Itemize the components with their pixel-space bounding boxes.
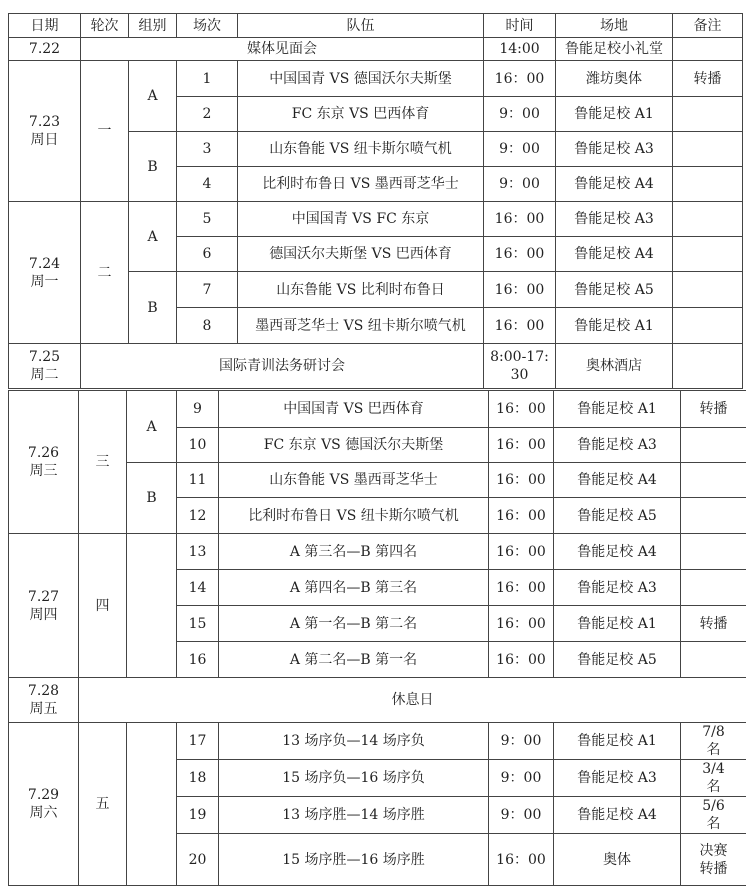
column-header: 场地 — [556, 14, 673, 38]
match-venue: 鲁能足校 A3 — [556, 132, 673, 167]
event-name: 国际青训法务研讨会 — [81, 344, 484, 389]
round-cell: 二 — [81, 202, 129, 344]
match-note: 转播 — [673, 61, 743, 97]
date-cell-line: 7.26 — [28, 445, 59, 461]
date-cell-line: 周二 — [31, 367, 59, 383]
match-time: 9：00 — [489, 797, 554, 834]
column-header: 场次 — [177, 14, 238, 38]
match-venue: 鲁能足校 A4 — [554, 463, 681, 498]
match-teams: 13 场序负—14 场序负 — [219, 723, 489, 760]
match-time: 16：00 — [489, 428, 554, 463]
event-name: 媒体见面会 — [81, 38, 484, 61]
match-note — [681, 428, 746, 463]
date-cell — [9, 202, 81, 344]
match-teams: 山东鲁能 VS 纽卡斯尔喷气机 — [238, 132, 484, 167]
group-cell: B — [129, 272, 177, 344]
date-cell — [9, 534, 79, 678]
match-note — [673, 308, 743, 344]
match-number: 10 — [177, 428, 219, 463]
table-row — [9, 202, 743, 237]
date-cell: 7.22 — [9, 38, 81, 61]
match-venue: 鲁能足校 A5 — [554, 498, 681, 534]
match-note — [673, 237, 743, 272]
match-time: 16：00 — [489, 570, 554, 606]
match-number: 17 — [177, 723, 219, 760]
match-note: 转播 — [681, 391, 746, 428]
match-number: 6 — [177, 237, 238, 272]
match-teams: 墨西哥芝华士 VS 纽卡斯尔喷气机 — [238, 308, 484, 344]
group-cell: A — [129, 202, 177, 272]
round-cell: 四 — [79, 534, 127, 678]
match-number: 11 — [177, 463, 219, 498]
column-header: 轮次 — [81, 14, 129, 38]
date-cell-line: 7.25 — [29, 349, 60, 365]
table-row — [9, 678, 746, 723]
schedule-table-part-1 — [8, 13, 743, 389]
match-teams: A 第一名—B 第二名 — [219, 606, 489, 642]
table-row — [9, 38, 743, 61]
date-cell — [9, 61, 81, 202]
match-venue: 鲁能足校 A4 — [556, 167, 673, 202]
match-note — [673, 132, 743, 167]
event-note — [673, 344, 743, 389]
table-row — [9, 723, 746, 760]
match-note: 3/4 名 — [681, 760, 746, 797]
match-teams: 中国国青 VS 德国沃尔夫斯堡 — [238, 61, 484, 97]
match-venue: 鲁能足校 A3 — [554, 760, 681, 797]
date-cell-line: 7.23 — [29, 114, 60, 130]
column-header: 时间 — [484, 14, 556, 38]
round-cell: 三 — [79, 391, 127, 534]
schedule-table-part-2 — [8, 390, 746, 886]
match-number: 20 — [177, 834, 219, 886]
event-note — [673, 38, 743, 61]
match-teams: 13 场序胜—14 场序胜 — [219, 797, 489, 834]
match-teams: 比利时布鲁日 VS 纽卡斯尔喷气机 — [219, 498, 489, 534]
match-venue: 鲁能足校 A3 — [554, 428, 681, 463]
match-time: 16：00 — [489, 463, 554, 498]
round-cell: 一 — [81, 61, 129, 202]
match-note — [681, 534, 746, 570]
match-teams: 山东鲁能 VS 墨西哥芝华士 — [219, 463, 489, 498]
date-cell-line: 周五 — [30, 701, 58, 717]
match-time: 16：00 — [489, 498, 554, 534]
match-number: 4 — [177, 167, 238, 202]
date-cell-line: 7.27 — [28, 589, 59, 605]
match-teams: 德国沃尔夫斯堡 VS 巴西体育 — [238, 237, 484, 272]
date-cell-line: 7.28 — [28, 683, 59, 699]
match-note — [673, 167, 743, 202]
match-note: 转播 — [681, 606, 746, 642]
match-time: 9：00 — [484, 97, 556, 132]
match-number: 18 — [177, 760, 219, 797]
match-note — [681, 570, 746, 606]
match-number: 7 — [177, 272, 238, 308]
date-cell — [9, 344, 81, 389]
match-note — [681, 498, 746, 534]
match-note: 决赛转播 — [681, 834, 746, 886]
date-cell-line: 7.29 — [28, 787, 59, 803]
match-venue: 鲁能足校 A1 — [554, 391, 681, 428]
match-time: 16：00 — [489, 834, 554, 886]
rest-day-label: 休息日 — [79, 678, 746, 723]
match-time: 16：00 — [484, 237, 556, 272]
group-cell: A — [129, 61, 177, 132]
match-teams: 15 场序负—16 场序负 — [219, 760, 489, 797]
match-teams: A 第二名—B 第一名 — [219, 642, 489, 678]
match-teams: A 第三名—B 第四名 — [219, 534, 489, 570]
date-cell-line: 周三 — [30, 463, 58, 479]
match-venue: 鲁能足校 A4 — [554, 534, 681, 570]
event-time: 14:00 — [484, 38, 556, 61]
group-cell — [127, 534, 177, 678]
table-row — [9, 61, 743, 97]
match-time: 16：00 — [484, 202, 556, 237]
group-cell: B — [127, 463, 177, 534]
match-note — [673, 202, 743, 237]
match-time: 16：00 — [484, 272, 556, 308]
date-cell-line: 周六 — [30, 805, 58, 821]
match-teams: A 第四名—B 第三名 — [219, 570, 489, 606]
match-venue: 鲁能足校 A1 — [556, 308, 673, 344]
table-row — [9, 14, 743, 38]
match-venue: 鲁能足校 A1 — [554, 606, 681, 642]
column-header: 组别 — [129, 14, 177, 38]
match-teams: 中国国青 VS FC 东京 — [238, 202, 484, 237]
match-number: 1 — [177, 61, 238, 97]
match-note — [673, 97, 743, 132]
match-time: 9：00 — [484, 132, 556, 167]
match-number: 15 — [177, 606, 219, 642]
date-cell — [9, 391, 79, 534]
match-note: 7/8 名 — [681, 723, 746, 760]
match-time: 16：00 — [489, 391, 554, 428]
match-time: 16：00 — [484, 61, 556, 97]
match-teams: 中国国青 VS 巴西体育 — [219, 391, 489, 428]
match-teams: 山东鲁能 VS 比利时布鲁日 — [238, 272, 484, 308]
match-time: 9：00 — [489, 760, 554, 797]
event-time: 8:00-17:30 — [484, 344, 556, 389]
match-venue: 鲁能足校 A3 — [554, 570, 681, 606]
match-venue: 鲁能足校 A5 — [556, 272, 673, 308]
match-venue: 鲁能足校 A4 — [556, 237, 673, 272]
match-time: 9：00 — [489, 723, 554, 760]
event-venue: 奥林酒店 — [556, 344, 673, 389]
match-time: 16：00 — [489, 606, 554, 642]
group-cell: B — [129, 132, 177, 202]
event-venue: 鲁能足校小礼堂 — [556, 38, 673, 61]
match-note: 5/6 名 — [681, 797, 746, 834]
match-venue: 鲁能足校 A4 — [554, 797, 681, 834]
match-teams: 15 场序胜—16 场序胜 — [219, 834, 489, 886]
table-row — [9, 344, 743, 389]
date-cell — [9, 678, 79, 723]
match-time: 16：00 — [489, 642, 554, 678]
match-note — [673, 272, 743, 308]
match-venue: 奥体 — [554, 834, 681, 886]
match-teams: 比利时布鲁日 VS 墨西哥芝华士 — [238, 167, 484, 202]
column-header: 日期 — [9, 14, 81, 38]
column-header: 队伍 — [238, 14, 484, 38]
date-cell-line: 周一 — [31, 274, 59, 290]
table-row — [9, 391, 746, 428]
match-venue: 潍坊奥体 — [556, 61, 673, 97]
date-cell-line: 7.24 — [29, 256, 60, 272]
match-number: 3 — [177, 132, 238, 167]
match-number: 2 — [177, 97, 238, 132]
match-venue: 鲁能足校 A3 — [556, 202, 673, 237]
match-time: 16：00 — [489, 534, 554, 570]
date-cell-line: 周四 — [30, 607, 58, 623]
match-time: 9：00 — [484, 167, 556, 202]
match-time: 16：00 — [484, 308, 556, 344]
match-note — [681, 463, 746, 498]
match-venue: 鲁能足校 A5 — [554, 642, 681, 678]
match-venue: 鲁能足校 A1 — [556, 97, 673, 132]
date-cell — [9, 723, 79, 886]
round-cell: 五 — [79, 723, 127, 886]
date-cell-line: 周日 — [31, 132, 59, 148]
match-venue: 鲁能足校 A1 — [554, 723, 681, 760]
table-row — [9, 534, 746, 570]
match-number: 8 — [177, 308, 238, 344]
match-number: 5 — [177, 202, 238, 237]
match-number: 14 — [177, 570, 219, 606]
column-header: 备注 — [673, 14, 743, 38]
match-teams: FC 东京 VS 巴西体育 — [238, 97, 484, 132]
match-number: 19 — [177, 797, 219, 834]
match-number: 16 — [177, 642, 219, 678]
match-number: 13 — [177, 534, 219, 570]
match-number: 12 — [177, 498, 219, 534]
match-teams: FC 东京 VS 德国沃尔夫斯堡 — [219, 428, 489, 463]
match-note — [681, 642, 746, 678]
match-number: 9 — [177, 391, 219, 428]
group-cell — [127, 723, 177, 886]
group-cell: A — [127, 391, 177, 463]
